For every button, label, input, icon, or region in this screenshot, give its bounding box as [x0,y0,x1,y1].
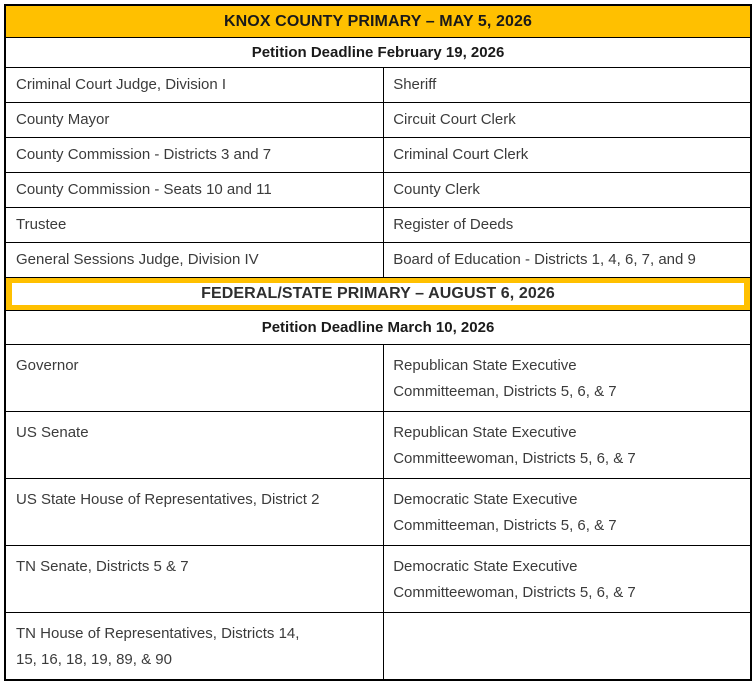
office-cell: County Commission - Districts 3 and 7 [16,146,272,163]
table-row [6,545,750,612]
office-cell: Democratic State Executive Committeeman, Districts 5, 6, & 7 [383,479,750,545]
office-cell: TN Senate, Districts 5 & 7 [16,558,189,575]
office-cell: Criminal Court Clerk [383,138,750,172]
office-cell: Sheriff [383,68,750,102]
office-cell: County Clerk [383,173,750,207]
table-row [6,242,750,277]
office-cell: TN House of Representatives, Districts 14, 15, 16, 18, 19, 89, & 90 [16,625,300,668]
table-row [6,344,750,411]
may-petition-deadline-text: Petition Deadline February 19, 2026 [251,44,505,61]
office-cell: County Mayor [16,111,110,128]
table-row [6,67,750,102]
office-cell: Republican State Executive Committeeman, Districts 5, 6, & 7 [383,345,750,411]
federal-state-primary-banner [6,277,750,310]
may-primary-title: KNOX COUNTY PRIMARY – MAY 5, 2026 [224,12,532,30]
office-cell: Criminal Court Judge, Division I [16,76,227,93]
office-cell: US Senate [16,424,89,441]
office-cell: US State House of Representatives, District 2 [16,491,320,508]
office-cell: Trustee [16,216,67,233]
table-row [6,612,750,679]
federal-state-petition-deadline [6,310,750,344]
office-cell [383,613,750,679]
federal-state-office-list [6,344,750,679]
election-schedule-table [4,4,752,681]
table-row [6,137,750,172]
federal-state-primary-banner-inner [12,283,744,305]
office-cell: Governor [16,357,79,374]
federal-state-primary-title: FEDERAL/STATE PRIMARY – AUGUST 6, 2026 [201,285,555,302]
office-cell: Democratic State Executive Committeewoman, Districts 5, 6, & 7 [383,546,750,612]
table-row [6,172,750,207]
table-row [6,207,750,242]
office-cell: Register of Deeds [383,208,750,242]
office-cell: Circuit Court Clerk [383,103,750,137]
may-petition-deadline [6,37,750,67]
table-row [6,478,750,545]
table-row [6,102,750,137]
office-cell: General Sessions Judge, Division IV [16,251,259,268]
may-primary-banner [6,6,750,37]
office-cell: Republican State Executive Committeewoman, Districts 5, 6, & 7 [383,412,750,478]
table-row [6,411,750,478]
federal-state-petition-deadline-text: Petition Deadline March 10, 2026 [261,319,495,336]
office-cell: Board of Education - Districts 1, 4, 6, 7, and 9 [383,243,750,277]
may-primary-office-list [6,67,750,277]
office-cell: County Commission - Seats 10 and 11 [16,181,272,198]
